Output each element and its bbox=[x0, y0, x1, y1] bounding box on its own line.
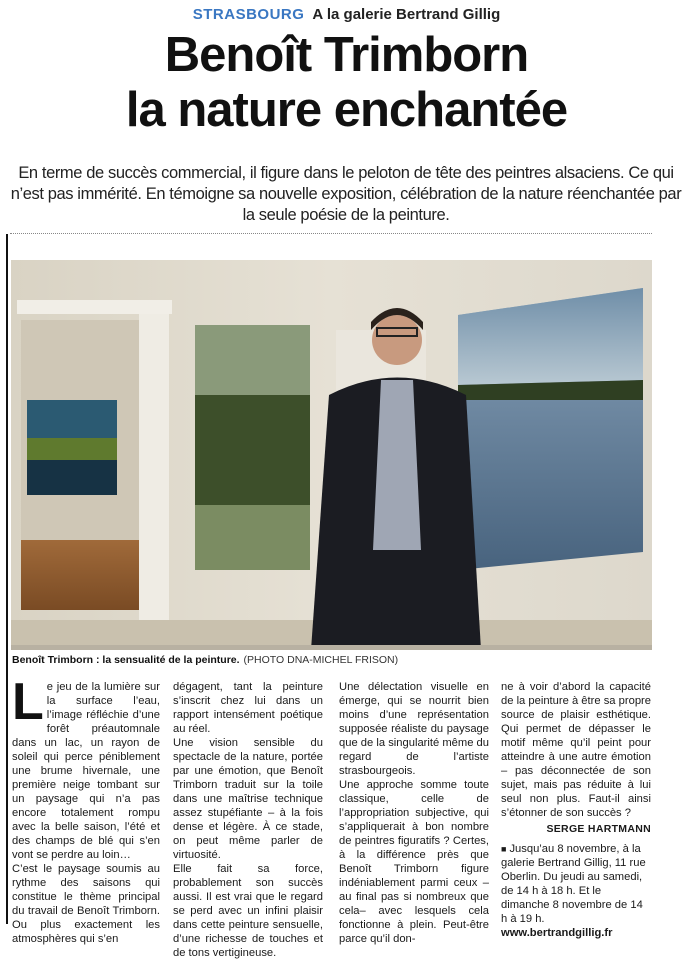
article-column-3 bbox=[339, 680, 489, 946]
paragraph: dégagent, tant la peinture s’inscrit chez lui dans un rapport intensément poétique au réel. bbox=[173, 681, 323, 735]
kicker-venue: A la galerie Bertrand Gillig bbox=[312, 6, 501, 23]
gallery-website-link[interactable]: www.bertrandgillig.fr bbox=[501, 927, 613, 939]
standfirst: En terme de succès commercial, il figure dans le peloton de tête des peintres alsaciens. Ce qui n’est pas immérité. En témoigne sa nouvelle exposition, célébration de la nature réenchantée par la seule poésie de la peinture. bbox=[10, 164, 682, 224]
article-photo bbox=[11, 260, 652, 650]
author-byline: SERGE HARTMANN bbox=[546, 823, 651, 835]
dotted-divider bbox=[10, 233, 652, 234]
headline bbox=[0, 28, 693, 138]
paragraph: Une approche somme toute classique, celle de l’appropriation subjective, qui s’appliquerait à bon nombre de peintres figuratifs ? Certes, à la différence près que Benoît Trimborn figure indéniablement parmi ceux –au final pas si nombreux que cela– avec lesquels cela fonctionne à plein. Peut-être parce qu’il don- bbox=[339, 779, 489, 945]
article-column-2 bbox=[173, 680, 323, 960]
kicker-city: STRASBOURG bbox=[192, 6, 305, 23]
kicker bbox=[0, 6, 693, 23]
paragraph: Elle fait sa force, probablement son succès aussi. Il est vrai que le regard se perd avec un infini plaisir dans cette peinture sensuelle, d’une richesse de touches et de tons vertigineuse. bbox=[173, 863, 323, 959]
paragraph: e jeu de la lumière sur la surface l’eau, l’image réfléchie d’une forêt préautomnale dans un lac, un rayon de soleil qui perce péniblement une brume hivernale, une première neige tombant sur un paysage qui n’a pas encore totalement rompu avec la belle saison, l’été et des champs de blé qui s’en vont se perdre au loin… bbox=[12, 681, 160, 861]
bullet-square-icon: ■ bbox=[501, 844, 507, 854]
caption-title: Benoît Trimborn : la sensualité de la peinture. bbox=[12, 654, 240, 666]
paragraph: Une délectation visuelle en émerge, qui se nourrit bien moins d’une représentation supposée réaliste du paysage que de la singularité même du regard de l’artiste strasbourgeois. bbox=[339, 681, 489, 777]
drop-cap: L bbox=[12, 673, 44, 731]
photo-caption bbox=[12, 654, 652, 666]
paragraph: ne à voir d’abord la capacité de la peinture à être sa propre source de plaisir esthétique. Qui permet de dépasser le motif même qu’il peint pour atteindre à une autre émotion – pas déconnectée de son sujet, mais pas réduite à lui seul non plus. Faut-il ainsi s’étonner de son succès ? bbox=[501, 681, 651, 819]
exhibition-info bbox=[501, 842, 651, 940]
article-column-1 bbox=[12, 673, 160, 946]
caption-credit: (PHOTO DNA-MICHEL FRISON) bbox=[243, 654, 399, 666]
headline-line-1: Benoît Trimborn bbox=[164, 28, 529, 82]
left-column-rule bbox=[6, 234, 8, 924]
exhibition-details: Jusqu’au 8 novembre, à la galerie Bertrand Gillig, 11 rue Oberlin. Du jeudi au samedi, de 14 h à 18 h. Et le dimanche 8 novembre de 14 h à 19 h. bbox=[501, 843, 646, 925]
headline-line-2: la nature enchantée bbox=[125, 83, 568, 137]
paragraph: C’est le paysage soumis au rythme des saisons qui constitue le thème principal du travail de Benoît Trimborn. Ou plus exactement les atmosphères qui s’en bbox=[12, 863, 160, 945]
paragraph: Une vision sensible du spectacle de la nature, portée par une émotion, que Benoît Trimborn traduit sur la toile dans une maîtrise technique assez stupéfiante – à la fois dense et légère. À ce stade, on peut même parler de virtuosité. bbox=[173, 737, 323, 861]
article-column-4 bbox=[501, 680, 651, 940]
